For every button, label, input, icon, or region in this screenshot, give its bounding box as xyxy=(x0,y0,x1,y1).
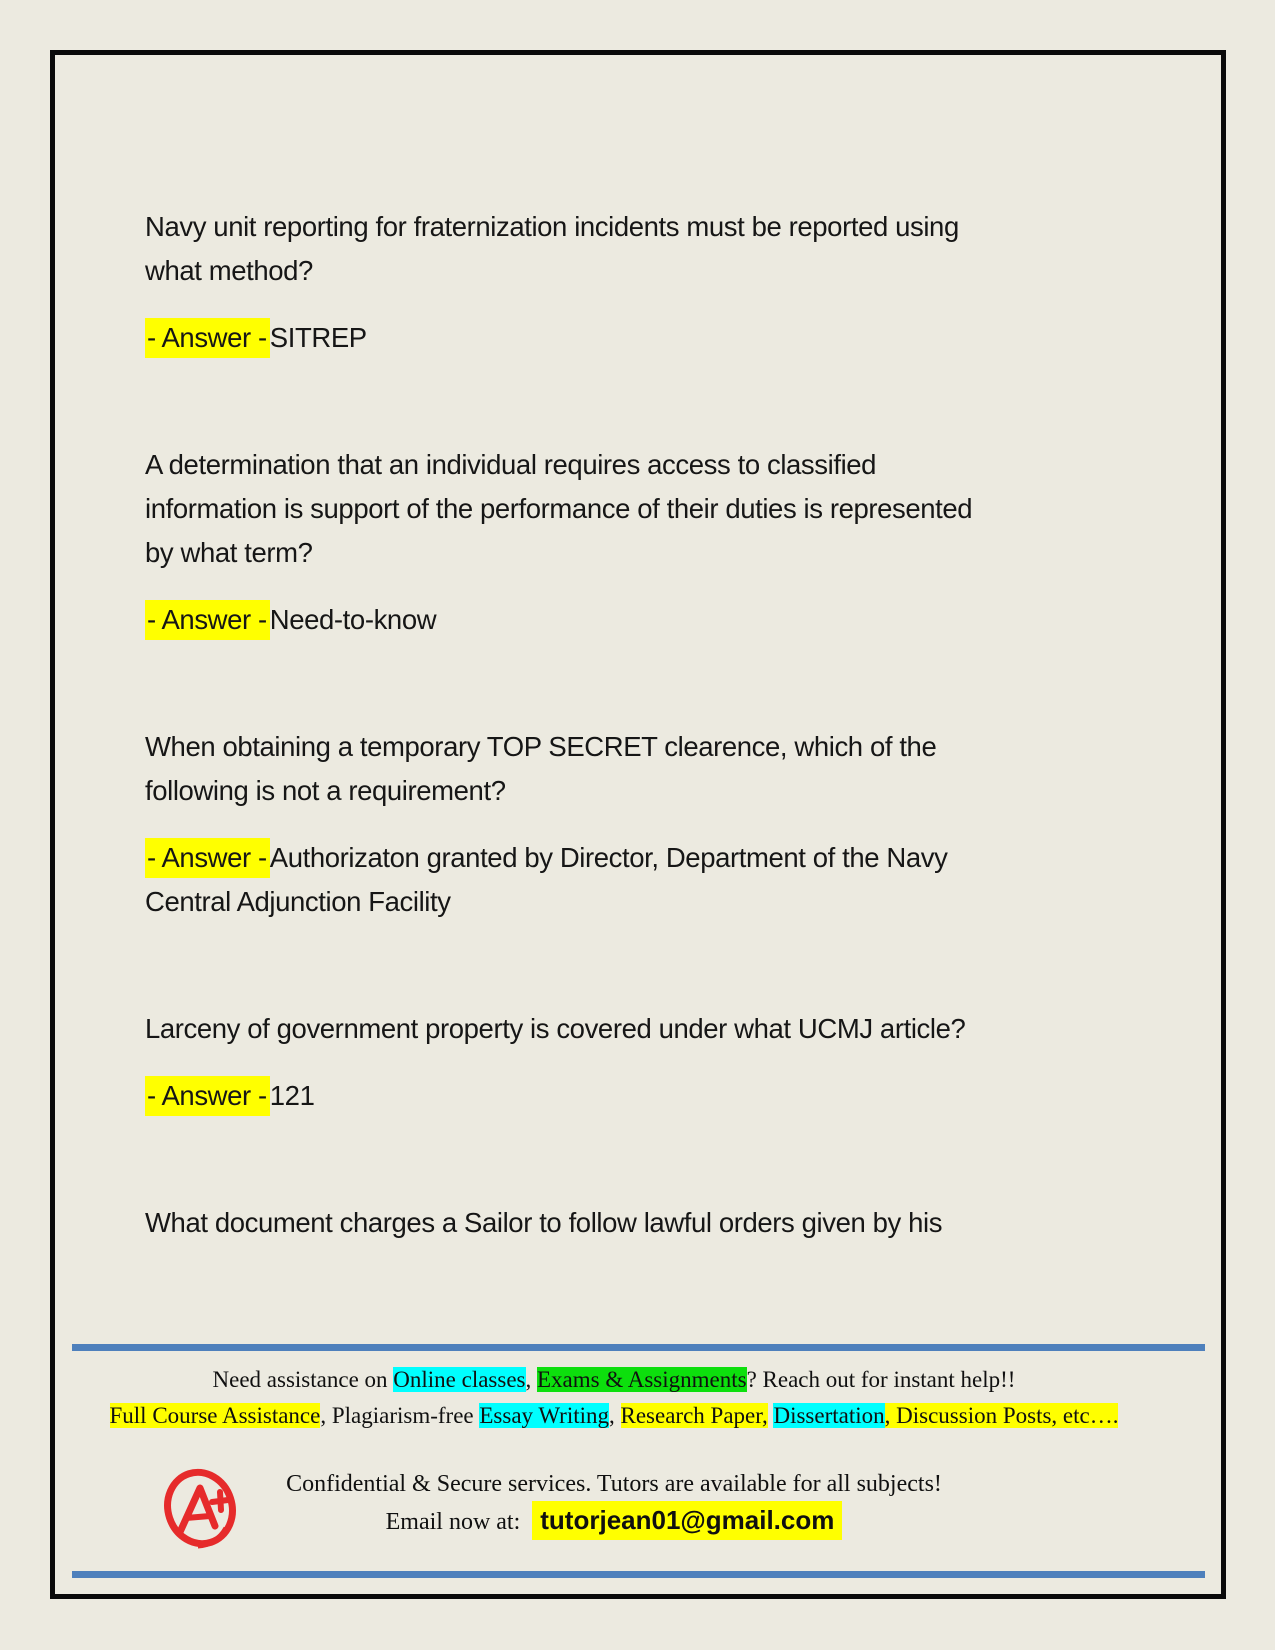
question-line: following is not a requirement? xyxy=(145,775,506,806)
footer-highlight-cyan: Essay Writing xyxy=(479,1403,609,1428)
question-3 xyxy=(145,725,1105,813)
question-line: Larceny of government property is covered under what UCMJ article? xyxy=(145,1013,966,1044)
question-line: What document charges a Sailor to follow lawful orders given by his xyxy=(145,1207,943,1238)
footer-highlight-cyan: Online classes xyxy=(393,1367,526,1392)
assistance-line-1 xyxy=(54,1362,1174,1398)
answer-4 xyxy=(145,1074,1105,1118)
answer-2 xyxy=(145,598,1105,642)
answer-value: 121 xyxy=(269,1080,315,1111)
footer-highlight-green: Exams & Assignments xyxy=(537,1367,747,1392)
email-address: tutorjean01@gmail.com xyxy=(532,1501,842,1540)
question-4 xyxy=(145,1007,1105,1051)
footer-text-segment: , Plagiarism-free xyxy=(320,1403,480,1428)
email-label: Email now at: xyxy=(385,1509,521,1535)
question-line: A determination that an individual requires access to classified xyxy=(145,449,877,480)
confidential-line: Confidential & Secure services. Tutors are available for all subjects! xyxy=(286,1471,942,1497)
footer-text-segment: ? Reach out for instant help!! xyxy=(746,1367,1016,1392)
footer-assistance-lines xyxy=(54,1362,1174,1434)
footer-highlight-yellow: Research Paper, xyxy=(620,1403,768,1428)
answer-label-highlight: - Answer - xyxy=(145,1076,270,1116)
answer-value: Need-to-know xyxy=(269,604,437,635)
question-line: by what term? xyxy=(145,537,313,568)
answer-label-highlight: - Answer - xyxy=(145,838,270,878)
question-line: Navy unit reporting for fraternization incidents must be reported using xyxy=(145,211,959,242)
question-line: information is support of the performance of their duties is represented xyxy=(145,493,973,524)
footer-highlight-cyan: Dissertation xyxy=(773,1403,885,1428)
answer-value: Authorizaton granted by Director, Department of the Navy xyxy=(269,842,948,873)
qa-content xyxy=(145,205,1105,1268)
answer-1 xyxy=(145,316,1105,360)
question-5 xyxy=(145,1201,1105,1245)
question-line: what method? xyxy=(145,255,313,286)
answer-label-highlight: - Answer - xyxy=(145,318,270,358)
footer-text-segment: , xyxy=(609,1403,621,1428)
footer-highlight-yellow: Full Course Assistance xyxy=(109,1403,321,1428)
answer-value: SITREP xyxy=(269,322,367,353)
question-1 xyxy=(145,205,1105,293)
top-blue-divider xyxy=(72,1344,1205,1351)
answer-value-line2: Central Adjunction Facility xyxy=(145,886,451,917)
answer-3 xyxy=(145,836,1105,924)
footer-text-segment: Need assistance on xyxy=(212,1367,394,1392)
email-line xyxy=(54,1502,1174,1540)
assistance-line-2 xyxy=(54,1398,1174,1434)
footer-highlight-yellow: , Discussion Posts, etc…. xyxy=(884,1403,1119,1428)
question-line: When obtaining a temporary TOP SECRET clearence, which of the xyxy=(145,731,937,762)
bottom-blue-divider xyxy=(72,1571,1205,1578)
answer-label-highlight: - Answer - xyxy=(145,600,270,640)
question-2 xyxy=(145,443,1105,575)
footer-text-segment: , xyxy=(525,1367,537,1392)
footer-contact-block xyxy=(54,1466,1174,1540)
